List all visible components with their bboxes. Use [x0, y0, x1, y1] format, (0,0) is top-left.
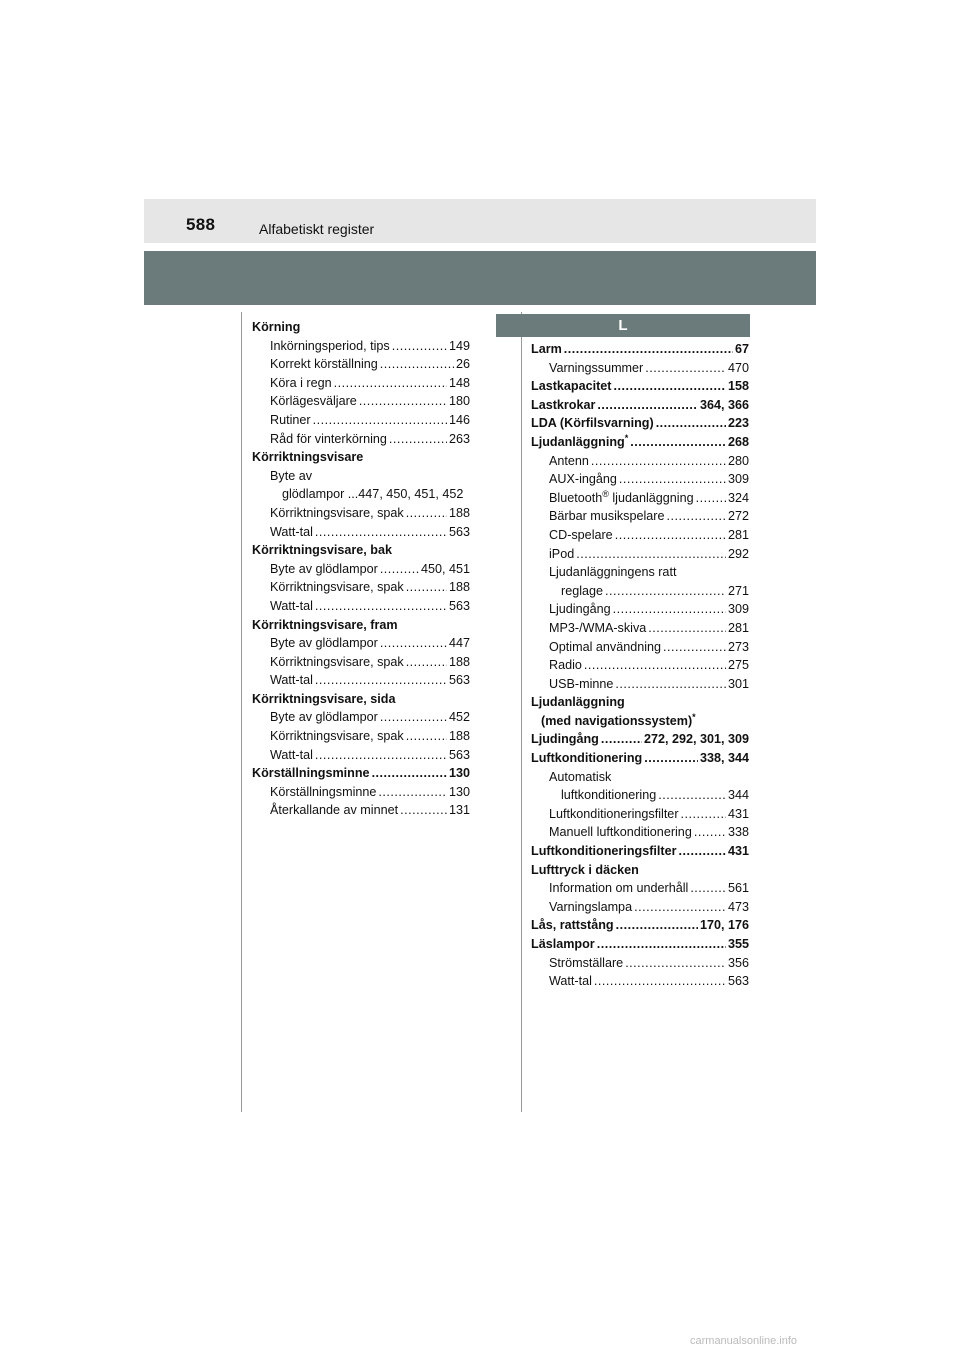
leader-dots [694, 823, 726, 842]
index-subentry [252, 597, 470, 616]
leader-dots [696, 489, 726, 508]
entry-text-wrap [549, 638, 661, 657]
index-subentry [531, 786, 749, 805]
entry-text-wrap [549, 359, 643, 378]
entry-text: Lufttryck i däcken [531, 862, 639, 877]
entry-text-wrap [549, 879, 688, 898]
page-reference: 338 [727, 825, 749, 840]
index-subentry [252, 392, 470, 411]
entry-text-wrap [549, 470, 617, 489]
index-subentry [252, 634, 470, 653]
entry-text-wrap [270, 597, 313, 616]
entry-text-wrap [270, 504, 404, 523]
entry-text: Råd för vinterkörning [270, 431, 387, 446]
index-column-left [252, 318, 470, 820]
section-letter-tab: L [496, 314, 750, 337]
entry-text: Körlägesväljare [270, 394, 357, 409]
entry-text-wrap [549, 954, 623, 973]
entry-text: Inkörningsperiod, tips [270, 338, 390, 353]
entry-text: Ljudanläggningens ratt [549, 565, 677, 580]
entry-text-wrap [531, 340, 562, 359]
page-reference: 563 [448, 598, 470, 613]
index-subentry [252, 653, 470, 672]
page-reference: 292 [727, 546, 749, 561]
page-reference: 355 [727, 937, 749, 951]
entry-text-wrap [270, 430, 387, 449]
leader-dots [616, 916, 698, 935]
page-reference: 364, 366 [699, 397, 749, 412]
entry-text: AUX-ingång [549, 472, 617, 487]
page-reference: 309 [727, 472, 749, 487]
page-reference: 563 [448, 524, 470, 539]
entry-text-wrap [561, 786, 656, 805]
index-subentry [531, 489, 749, 508]
page-reference: 271 [727, 583, 749, 598]
entry-text: Manuell luftkonditionering [549, 825, 692, 840]
entry-text: Strömställare [549, 955, 624, 970]
index-heading [252, 448, 470, 467]
index-main-entry [531, 377, 749, 396]
entry-text-wrap [270, 392, 357, 411]
entry-text-wrap [282, 485, 463, 504]
leader-dots [679, 842, 726, 861]
leader-dots [334, 374, 447, 393]
leader-dots [615, 675, 726, 694]
index-subentry [531, 582, 749, 601]
index-main-entry [531, 916, 749, 935]
entry-text: Byte av glödlampor [270, 636, 378, 651]
entry-text-wrap [549, 805, 679, 824]
index-subentry [531, 470, 749, 489]
leader-dots [656, 414, 726, 433]
index-subentry [531, 972, 749, 991]
entry-text: Korrekt körställning [270, 357, 378, 372]
entry-text: Byte av glödlampor [270, 561, 378, 576]
entry-text-wrap [531, 749, 642, 768]
index-heading [252, 541, 470, 560]
entry-text-wrap [270, 411, 311, 430]
entry-text: Körriktningsvisare, bak [252, 543, 392, 558]
leader-dots [406, 727, 447, 746]
leader-dots [613, 600, 726, 619]
entry-text-suffix: ljudanläggning [608, 490, 694, 505]
page-reference: 280 [727, 453, 749, 468]
entry-text-wrap [549, 898, 632, 917]
page-reference: 273 [727, 639, 749, 654]
entry-superscript: * [624, 432, 629, 443]
leader-dots [690, 879, 726, 898]
entry-text-wrap [549, 619, 646, 638]
entry-text: Rutiner [270, 412, 311, 427]
index-main-entry [531, 730, 749, 749]
entry-text: Lastkrokar [531, 397, 596, 412]
entry-text-wrap [549, 507, 665, 526]
index-subentry [531, 545, 749, 564]
entry-text: Optimal användning [549, 639, 662, 654]
leader-dots [315, 746, 447, 765]
page-reference: 473 [727, 899, 749, 914]
entry-text-wrap [270, 653, 404, 672]
index-subentry [531, 359, 749, 378]
entry-superscript: ® [602, 488, 609, 499]
leader-dots [597, 935, 726, 954]
entry-text-wrap [549, 489, 694, 508]
index-subentry [531, 507, 749, 526]
page-reference: 26 [455, 357, 470, 372]
page-header [144, 199, 816, 243]
page-reference: 563 [727, 974, 749, 989]
index-main-entry [531, 935, 749, 954]
header-band [144, 251, 816, 305]
entry-text: MP3-/WMA-skiva [549, 620, 647, 635]
entry-text: glödlampor ...447, 450, 451, 452 [282, 487, 464, 502]
entry-text: Radio [549, 658, 582, 673]
leader-dots [648, 619, 726, 638]
entry-text-wrap [531, 433, 628, 452]
entry-text: Körriktningsvisare, sida [252, 691, 396, 706]
entry-text-wrap [531, 730, 599, 749]
index-heading [531, 861, 749, 880]
leader-dots [392, 337, 447, 356]
entry-text: Körriktningsvisare [252, 450, 364, 465]
page-reference: 263 [448, 431, 470, 446]
entry-text-wrap [531, 377, 612, 396]
entry-text-wrap [270, 783, 376, 802]
index-subentry [252, 337, 470, 356]
leader-dots [315, 597, 447, 616]
index-main-entry [531, 396, 749, 415]
entry-text-wrap [531, 842, 677, 861]
leader-dots [619, 470, 726, 489]
page-reference: 281 [727, 620, 749, 635]
entry-text: Watt-tal [270, 673, 313, 688]
entry-text: Körriktningsvisare, spak [270, 505, 404, 520]
page-reference: 301 [727, 676, 749, 691]
page-reference: 223 [727, 416, 749, 431]
entry-text: Ljudingång [549, 602, 611, 617]
leader-dots [644, 749, 698, 768]
entry-text-wrap [270, 634, 378, 653]
index-main-entry [531, 414, 749, 433]
entry-text-wrap [270, 523, 313, 542]
entry-text: USB-minne [549, 676, 614, 691]
leader-dots [564, 340, 733, 359]
index-subentry [531, 600, 749, 619]
entry-text: Körriktningsvisare, spak [270, 654, 404, 669]
entry-text: Körning [252, 320, 301, 334]
page-reference: 268 [727, 434, 749, 449]
entry-text-wrap [549, 452, 589, 471]
index-subentry [252, 411, 470, 430]
entry-text: Läslampor [531, 937, 595, 951]
entry-text: Watt-tal [270, 598, 313, 613]
entry-text: Antenn [549, 453, 589, 468]
entry-text: Lås, rattstång [531, 918, 614, 933]
index-subentry [531, 805, 749, 824]
entry-text-wrap [549, 545, 574, 564]
leader-dots [645, 359, 726, 378]
index-subentry [252, 746, 470, 765]
page-number: 588 [186, 215, 216, 234]
leader-dots [380, 708, 447, 727]
entry-text: Återkallande av minnet [270, 803, 399, 818]
leader-dots [681, 805, 726, 824]
index-subentry [252, 467, 470, 486]
page-reference: 272 [727, 509, 749, 524]
entry-text-wrap [549, 656, 582, 675]
page-reference: 188 [448, 580, 470, 595]
leader-dots [359, 392, 447, 411]
leader-dots [614, 377, 726, 396]
page-reference: 561 [727, 881, 749, 896]
entry-text: (med navigationssystem) [541, 713, 693, 728]
page-reference: 148 [448, 375, 470, 390]
leader-dots [315, 523, 447, 542]
index-subentry [252, 523, 470, 542]
entry-text: CD-spelare [549, 527, 613, 542]
entry-text-wrap [270, 374, 332, 393]
page-reference: 281 [727, 527, 749, 542]
leader-dots [380, 634, 447, 653]
entry-text: Byte av [270, 468, 312, 483]
index-heading [531, 712, 749, 731]
index-subentry [531, 638, 749, 657]
leader-dots [406, 504, 447, 523]
leader-dots [667, 507, 726, 526]
index-subentry [252, 355, 470, 374]
page-reference: 450, 451 [420, 561, 470, 576]
leader-dots [634, 898, 726, 917]
page-reference: 188 [448, 654, 470, 669]
entry-text-wrap [549, 600, 611, 619]
entry-text-wrap [252, 764, 370, 783]
entry-text: Bluetooth [549, 490, 603, 505]
entry-text: iPod [549, 546, 575, 561]
index-subentry [531, 675, 749, 694]
page-reference: 149 [448, 338, 470, 353]
leader-dots [576, 545, 726, 564]
index-main-entry [531, 749, 749, 768]
entry-text-wrap [270, 801, 398, 820]
leader-dots [406, 578, 447, 597]
entry-text: Luftkonditionering [531, 751, 643, 766]
page-reference: 338, 344 [699, 751, 749, 766]
index-main-entry [531, 842, 749, 861]
page-reference: 180 [448, 394, 470, 409]
index-subentry [252, 578, 470, 597]
page-reference: 146 [448, 412, 470, 427]
entry-text: Bärbar musikspelare [549, 509, 665, 524]
leader-dots [380, 560, 419, 579]
leader-dots [663, 638, 726, 657]
entry-text: reglage [561, 583, 604, 598]
entry-text: Lastkapacitet [531, 379, 612, 394]
page-reference: 324 [727, 490, 749, 505]
index-column-right [531, 340, 749, 991]
page-reference: 170, 176 [699, 918, 749, 933]
leader-dots [378, 783, 447, 802]
entry-text: Körriktningsvisare, spak [270, 729, 404, 744]
page-reference: 563 [448, 673, 470, 688]
entry-text: Ljudingång [531, 732, 599, 747]
entry-text: Varningslampa [549, 899, 633, 914]
page-reference: 356 [727, 955, 749, 970]
page-reference: 431 [727, 806, 749, 821]
entry-text: Varningssummer [549, 360, 644, 375]
leader-dots [380, 355, 454, 374]
entry-text: Larm [531, 342, 562, 356]
entry-text: Ljudanläggning [531, 695, 625, 710]
leader-dots [597, 396, 698, 415]
entry-text-wrap [531, 916, 614, 935]
page-reference: 188 [448, 505, 470, 520]
page-reference: 431 [727, 844, 749, 859]
entry-text: Watt-tal [270, 524, 313, 539]
entry-text-wrap [531, 414, 654, 433]
index-subentry [252, 708, 470, 727]
index-heading [252, 318, 470, 337]
entry-text-wrap [549, 823, 692, 842]
index-subentry [531, 526, 749, 545]
page-reference: 131 [448, 803, 470, 818]
index-subentry [531, 619, 749, 638]
entry-text-wrap [270, 355, 378, 374]
entry-text-wrap [549, 526, 613, 545]
index-subentry [531, 452, 749, 471]
entry-text-wrap [270, 746, 313, 765]
page-reference: 130 [448, 784, 470, 799]
page-reference: 188 [448, 729, 470, 744]
index-heading [252, 616, 470, 635]
index-subentry [531, 954, 749, 973]
entry-text: LDA (Körfilsvarning) [531, 416, 654, 431]
page-reference: 563 [448, 747, 470, 762]
index-heading [531, 693, 749, 712]
page-reference: 447 [448, 636, 470, 651]
page-reference: 470 [727, 360, 749, 375]
page-reference: 67 [734, 342, 749, 356]
entry-text: Köra i regn [270, 375, 332, 390]
entry-text-wrap [561, 582, 603, 601]
leader-dots [605, 582, 726, 601]
leader-dots [389, 430, 447, 449]
index-main-entry [252, 764, 470, 783]
index-subentry [252, 430, 470, 449]
entry-text-wrap [549, 972, 592, 991]
entry-text: Byte av glödlampor [270, 710, 378, 725]
page-reference: 309 [727, 602, 749, 617]
leader-dots [400, 801, 447, 820]
leader-dots [315, 671, 447, 690]
page-reference: 452 [448, 710, 470, 725]
index-subentry [531, 656, 749, 675]
index-subentry [531, 823, 749, 842]
index-subentry [252, 727, 470, 746]
entry-text-wrap [270, 708, 378, 727]
index-subentry [531, 879, 749, 898]
entry-text-wrap [270, 337, 390, 356]
leader-dots [584, 656, 726, 675]
column-rule-middle [521, 312, 522, 1112]
watermark: carmanualsonline.info [690, 1335, 798, 1347]
entry-text-wrap [270, 560, 378, 579]
entry-text: Watt-tal [270, 747, 313, 762]
index-subentry [252, 560, 470, 579]
entry-text: Luftkonditioneringsfilter [549, 806, 679, 821]
leader-dots [372, 764, 447, 783]
entry-text: Körställningsminne [270, 784, 377, 799]
page-reference: 272, 292, 301, 309 [643, 732, 749, 747]
index-subentry [252, 485, 470, 504]
leader-dots [625, 954, 726, 973]
entry-text-wrap [549, 675, 613, 694]
index-main-entry [531, 340, 749, 359]
index-subentry [531, 898, 749, 917]
leader-dots [630, 433, 726, 452]
entry-superscript: * [692, 711, 696, 722]
entry-text: Körriktningsvisare, spak [270, 580, 404, 595]
index-subentry [531, 768, 749, 787]
leader-dots [615, 526, 726, 545]
leader-dots [591, 452, 726, 471]
entry-text-wrap [531, 396, 595, 415]
entry-text: Körställningsminne [252, 766, 370, 781]
index-subentry [252, 783, 470, 802]
entry-text: Information om underhåll [549, 881, 689, 896]
entry-text-wrap [270, 671, 313, 690]
entry-text-wrap [531, 935, 595, 954]
index-subentry [252, 801, 470, 820]
leader-dots [594, 972, 726, 991]
column-rule-left [241, 312, 242, 1112]
entry-text: Ljudanläggning [531, 434, 625, 449]
page-reference: 130 [448, 766, 470, 781]
page-reference: 158 [727, 379, 749, 394]
leader-dots [313, 411, 447, 430]
entry-text: Luftkonditioneringsfilter [531, 844, 677, 859]
entry-text: luftkonditionering [561, 788, 657, 803]
entry-text: Watt-tal [549, 974, 592, 989]
entry-text: Körriktningsvisare, fram [252, 617, 398, 632]
leader-dots [601, 730, 642, 749]
entry-text: Automatisk [549, 769, 612, 784]
index-subentry [252, 671, 470, 690]
index-heading [252, 690, 470, 709]
entry-text-wrap [270, 727, 404, 746]
index-subentry [531, 563, 749, 582]
page-reference: 275 [727, 658, 749, 673]
index-main-entry [531, 433, 749, 452]
page-title: Alfabetiskt register [259, 221, 375, 237]
leader-dots [406, 653, 447, 672]
index-subentry [252, 504, 470, 523]
page-reference: 344 [727, 788, 749, 803]
index-subentry [252, 374, 470, 393]
leader-dots [658, 786, 726, 805]
entry-text-wrap [270, 578, 404, 597]
